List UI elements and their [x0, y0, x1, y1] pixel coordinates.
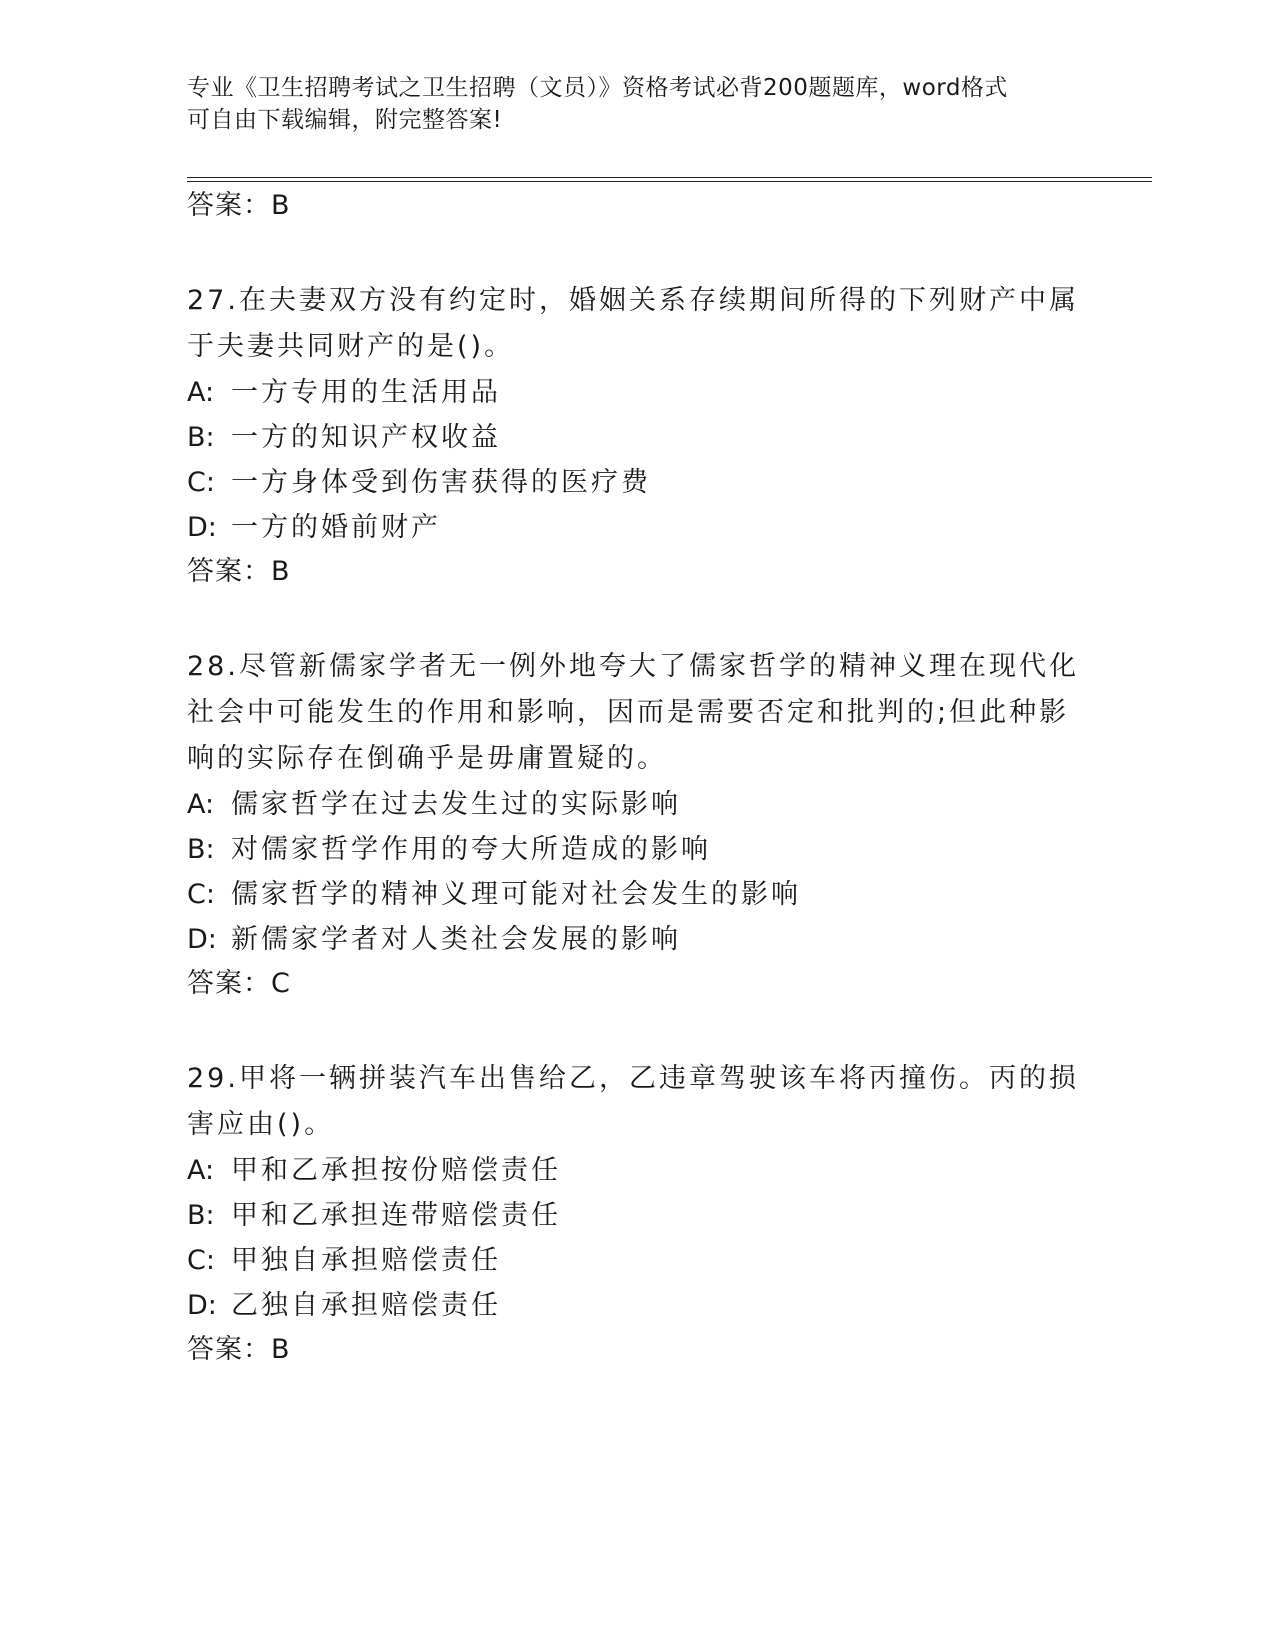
option-text: 甲独自承担赔偿责任 — [231, 1245, 501, 1276]
option-key: C: — [187, 467, 215, 498]
option-c — [187, 460, 1087, 505]
option-c — [187, 872, 1087, 917]
option-key: A: — [187, 789, 215, 820]
option-b — [187, 827, 1087, 872]
option-text: 一方的婚前财产 — [231, 512, 441, 543]
header-rule-bottom — [187, 181, 1152, 182]
question-stem: 27.在夫妻双方没有约定时，婚姻关系存续期间所得的下列财产中属于夫妻共同财产的是()。 — [187, 285, 1079, 362]
option-text: 一方专用的生活用品 — [231, 377, 501, 408]
question-27 — [187, 278, 1087, 594]
option-a — [187, 1148, 1087, 1193]
answer-line: 答案：B — [187, 1334, 291, 1365]
option-key: A: — [187, 1155, 215, 1186]
option-key: C: — [187, 1245, 215, 1276]
option-key: D: — [187, 924, 217, 955]
option-a — [187, 370, 1087, 415]
document-header — [187, 72, 1077, 136]
option-key: B: — [187, 1200, 215, 1231]
answer-line: 答案：B — [187, 190, 291, 221]
header-rule-top — [187, 177, 1152, 178]
option-text: 儒家哲学在过去发生过的实际影响 — [231, 789, 681, 820]
header-line-2: 可自由下载编辑，附完整答案! — [187, 107, 503, 133]
option-a — [187, 782, 1087, 827]
answer-line: 答案：C — [187, 968, 291, 999]
option-text: 甲和乙承担按份赔偿责任 — [231, 1155, 561, 1186]
option-d — [187, 505, 1087, 550]
option-b — [187, 415, 1087, 460]
question-29 — [187, 1056, 1087, 1372]
header-line-1: 专业《卫生招聘考试之卫生招聘（文员）》资格考试必背200题题库，word格式 — [187, 75, 1008, 101]
document-body — [187, 184, 1087, 1372]
option-text: 对儒家哲学作用的夸大所造成的影响 — [231, 834, 711, 865]
option-text: 儒家哲学的精神义理可能对社会发生的影响 — [231, 879, 801, 910]
option-key: D: — [187, 512, 217, 543]
question-stem: 29.甲将一辆拼装汽车出售给乙，乙违章驾驶该车将丙撞伤。丙的损害应由()。 — [187, 1063, 1079, 1140]
option-text: 一方身体受到伤害获得的医疗费 — [231, 467, 651, 498]
option-text: 乙独自承担赔偿责任 — [231, 1290, 501, 1321]
option-c — [187, 1238, 1087, 1283]
option-key: B: — [187, 834, 215, 865]
question-stem: 28.尽管新儒家学者无一例外地夸大了儒家哲学的精神义理在现代化社会中可能发生的作用和影响，因而是需要否定和批判的;但此种影响的实际存在倒确乎是毋庸置疑的。 — [187, 651, 1079, 774]
option-text: 甲和乙承担连带赔偿责任 — [231, 1200, 561, 1231]
option-key: D: — [187, 1290, 217, 1321]
option-key: A: — [187, 377, 215, 408]
answer-line: 答案：B — [187, 556, 291, 587]
question-28 — [187, 644, 1087, 1006]
option-b — [187, 1193, 1087, 1238]
option-d — [187, 1283, 1087, 1328]
option-text: 一方的知识产权收益 — [231, 422, 501, 453]
option-key: B: — [187, 422, 215, 453]
option-key: C: — [187, 879, 215, 910]
option-text: 新儒家学者对人类社会发展的影响 — [231, 924, 681, 955]
option-d — [187, 917, 1087, 962]
